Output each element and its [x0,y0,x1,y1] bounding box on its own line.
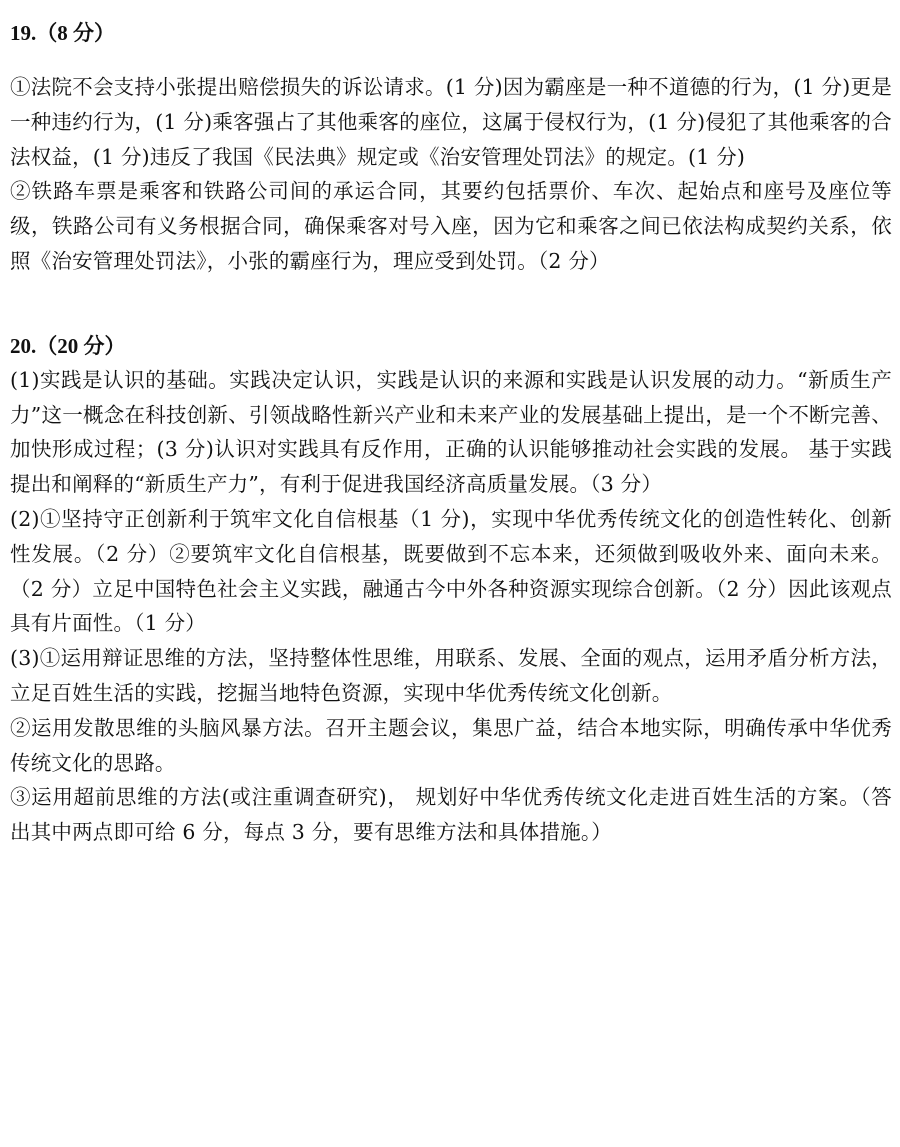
question-20-answer-4: ②运用发散思维的头脑风暴方法。召开主题会议，集思广益，结合本地实际，明确传承中华优秀传统文化的思路。 [10,715,892,775]
question-20-answer-5: ③运用超前思维的方法(或注重调查研究)， 规划好中华优秀传统文化走进百姓生活的方案。（答出其中两点即可给 6 分，每点 3 分，要有思维方法和具体措施。） [10,785,892,845]
question-19-heading: 19.（8 分） [10,21,115,45]
question-20-answer-2: (2)①坚持守正创新利于筑牢文化自信根基（1 分)，实现中华优秀传统文化的创造性转化、创新性发展。（2 分）②要筑牢文化自信根基，既要做到不忘本来，还须做到吸收外来、面向未来。（2 分）立足中国特色社会主义实践，融通古今中外各种资源实现综合创新。（2 分）因此该观点具有片面性。（1 分） [10,506,892,636]
question-20-answer-3: (3)①运用辩证思维的方法，坚持整体性思维，用联系、发展、全面的观点，运用矛盾分析方法，立足百姓生活的实践，挖掘当地特色资源，实现中华优秀传统文化创新。 [10,646,892,705]
question-20-heading: 20.（20 分） [10,333,126,358]
question-20-answer-1: (1)实践是认识的基础。实践决定认识，实践是认识的来源和实践是认识发展的动力。“新质生产力”这一概念在科技创新、引领战略性新兴产业和未来产业的发展基础上提出，是一个不断完善、加快形成过程；(3 分)认识对实践具有反作用，正确的认识能够推动社会实践的发展。 基于实践提出和阐释的“新质生产力”，有利于促进我国经济高质量发展。（3 分） [10,367,892,497]
answer-document [10,16,892,850]
question-19-answer-2: ②铁路车票是乘客和铁路公司间的承运合同，其要约包括票价、车次、起始点和座号及座位等级，铁路公司有义务根据合同，确保乘客对号入座，因为它和乘客之间已依法构成契约关系，依照《治安管理处罚法》，小张的霸座行为，理应受到处罚。（2 分） [10,179,892,273]
question-19-answer-1: ①法院不会支持小张提出赔偿损失的诉讼请求。(1 分)因为霸座是一种不道德的行为，(1 分)更是一种违约行为，(1 分)乘客强占了其他乘客的座位，这属于侵权行为，(1 分)侵犯了其他乘客的合法权益，(1 分)违反了我国《民法典》规定或《治安管理处罚法》的规定。(1 分) [10,75,892,169]
